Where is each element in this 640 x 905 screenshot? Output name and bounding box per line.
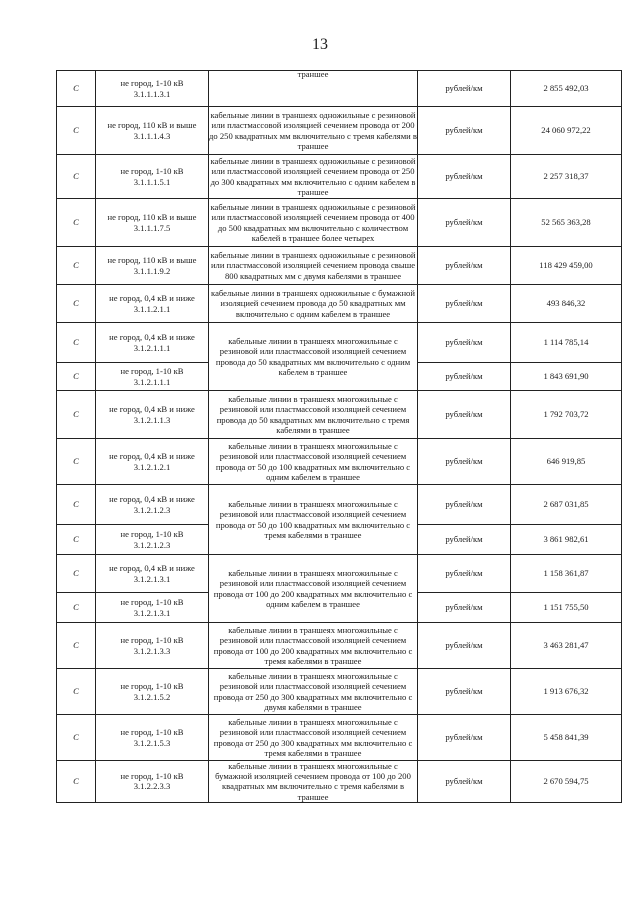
value-cell: 1 913 676,32 — [511, 669, 622, 715]
unit-cell: рублей/км — [418, 761, 511, 803]
description-cell — [209, 71, 418, 107]
value-cell: 3 861 982,61 — [511, 525, 622, 555]
row-symbol: С — [57, 285, 96, 323]
territory-cell — [96, 391, 209, 439]
unit-cell: рублей/км — [418, 593, 511, 623]
unit-cell: рублей/км — [418, 363, 511, 391]
territory-label: не город, 1-10 кВ — [120, 635, 184, 646]
territory-cell — [96, 593, 209, 623]
table-row — [57, 555, 622, 593]
description-cell: кабельные линии в траншеях одножильные с резиновой или пластмассовой изоляцией сечением провода от 250 до 300 квадратных мм включительно с одним кабелем в траншее — [210, 156, 416, 197]
value-cell: 118 429 459,00 — [511, 247, 622, 285]
item-code: 3.1.2.1.3.3 — [133, 645, 171, 656]
row-symbol: С — [57, 155, 96, 199]
unit-cell: рублей/км — [418, 323, 511, 363]
row-symbol: С — [57, 485, 96, 525]
value-cell: 2 687 031,85 — [511, 485, 622, 525]
page-number: 13 — [312, 36, 328, 53]
table-row — [57, 439, 622, 485]
unit-cell: рублей/км — [418, 285, 511, 323]
territory-label: не город, 0,4 кВ и ниже — [109, 332, 195, 343]
value-cell: 2 670 594,75 — [511, 761, 622, 803]
value-cell: 24 060 972,22 — [511, 107, 622, 155]
value-cell: 1 158 361,87 — [511, 555, 622, 593]
unit-cell: рублей/км — [418, 391, 511, 439]
territory-label: не город, 110 кВ и выше — [107, 212, 197, 223]
unit-cell: рублей/км — [418, 485, 511, 525]
item-code: 3.1.1.1.3.1 — [133, 88, 171, 99]
table-row — [57, 71, 622, 107]
territory-label: не город, 110 кВ и выше — [107, 120, 197, 131]
table-row — [57, 155, 622, 199]
value-cell: 493 846,32 — [511, 285, 622, 323]
territory-label: не город, 0,4 кВ и ниже — [109, 293, 195, 304]
territory-label: не город, 1-10 кВ — [120, 771, 184, 782]
value-cell: 1 151 755,50 — [511, 593, 622, 623]
territory-cell — [96, 761, 209, 803]
item-code: 3.1.2.1.3.1 — [133, 607, 171, 618]
value-cell: 1 114 785,14 — [511, 323, 622, 363]
item-code: 3.1.2.1.5.3 — [133, 737, 171, 748]
item-code: 3.1.1.1.4.3 — [133, 130, 171, 141]
table-row — [57, 199, 622, 247]
item-code: 3.1.2.1.1.3 — [133, 414, 171, 425]
territory-cell — [96, 555, 209, 593]
description-cell: кабельные линии в траншеях многожильные с резиновой или пластмассовой изоляцией сечением провода до 50 квадратных мм включительно с одним кабелем в траншее — [209, 323, 418, 391]
item-code: 3.1.1.1.9.2 — [133, 265, 171, 276]
value-cell: 5 458 841,39 — [511, 715, 622, 761]
description-text: траншее — [297, 69, 329, 79]
item-code: 3.1.2.1.2.1 — [133, 461, 171, 472]
territory-cell — [96, 71, 209, 107]
territory-label: не город, 0,4 кВ и ниже — [109, 404, 195, 415]
table-row — [57, 623, 622, 669]
unit-cell: рублей/км — [418, 71, 511, 107]
value-cell: 1 843 691,90 — [511, 363, 622, 391]
table-row — [57, 715, 622, 761]
table-row — [57, 323, 622, 363]
item-code: 3.1.1.1.7.5 — [133, 222, 171, 233]
row-symbol: С — [57, 439, 96, 485]
territory-cell — [96, 285, 209, 323]
row-symbol: С — [57, 391, 96, 439]
territory-label: не город, 0,4 кВ и ниже — [109, 451, 195, 462]
unit-cell: рублей/км — [418, 525, 511, 555]
description-cell: кабельные линии в траншеях одножильные с резиновой или пластмассовой изоляцией сечением провода от 200 до 250 квадратных мм включительно с тремя кабелями в траншее — [209, 107, 418, 155]
unit-cell: рублей/км — [418, 555, 511, 593]
territory-label: не город, 1-10 кВ — [120, 166, 184, 177]
item-code: 3.1.2.1.1.1 — [133, 376, 171, 387]
territory-cell — [96, 715, 209, 761]
territory-label: не город, 1-10 кВ — [120, 727, 184, 738]
item-code: 3.1.2.1.2.3 — [133, 504, 171, 515]
territory-label: не город, 0,4 кВ и ниже — [109, 563, 195, 574]
territory-label: не город, 1-10 кВ — [120, 529, 184, 540]
description-cell: кабельные линии в траншеях многожильные с бумажной изоляцией сечением провода от 100 до 200 квадратных мм включительно с тремя кабелями в траншее — [209, 761, 418, 803]
territory-label: не город, 1-10 кВ — [120, 681, 184, 692]
table-row — [57, 391, 622, 439]
description-cell: кабельные линии в траншеях многожильные с резиновой или пластмассовой изоляцией сечением провода от 250 до 300 квадратных мм включительно с тремя кабелями в траншее — [209, 715, 418, 761]
row-symbol: С — [57, 669, 96, 715]
row-symbol: С — [57, 71, 96, 107]
description-cell: кабельные линии в траншеях многожильные с резиновой или пластмассовой изоляцией сечением провода от 50 до 100 квадратных мм включительно с одним кабелем в траншее — [209, 439, 418, 485]
territory-label: не город, 1-10 кВ — [120, 78, 184, 89]
row-symbol: С — [57, 199, 96, 247]
table-row — [57, 669, 622, 715]
description-cell: кабельные линии в траншеях многожильные с резиновой или пластмассовой изоляцией сечением провода от 250 до 300 квадратных мм включительно с двумя кабелями в траншее — [209, 669, 418, 715]
value-cell: 1 792 703,72 — [511, 391, 622, 439]
item-code: 3.1.2.2.3.3 — [133, 781, 171, 792]
item-code: 3.1.1.1.5.1 — [133, 176, 171, 187]
table-row — [57, 247, 622, 285]
description-cell: кабельные линии в траншеях многожильные с резиновой или пластмассовой изоляцией сечением провода до 50 квадратных мм включительно с тремя кабелями в траншее — [209, 391, 418, 439]
unit-cell: рублей/км — [418, 623, 511, 669]
row-symbol: С — [57, 525, 96, 555]
table-row — [57, 285, 622, 323]
territory-cell — [96, 155, 209, 199]
row-symbol: С — [57, 555, 96, 593]
territory-label: не город, 1-10 кВ — [120, 366, 184, 377]
row-symbol: С — [57, 715, 96, 761]
territory-label: не город, 0,4 кВ и ниже — [109, 494, 195, 505]
value-cell: 2 855 492,03 — [511, 71, 622, 107]
table-row — [57, 485, 622, 525]
territory-cell — [96, 247, 209, 285]
territory-cell — [96, 525, 209, 555]
territory-cell — [96, 323, 209, 363]
value-cell: 52 565 363,28 — [511, 199, 622, 247]
unit-cell: рублей/км — [418, 199, 511, 247]
unit-cell: рублей/км — [418, 715, 511, 761]
item-code: 3.1.2.1.1.1 — [133, 342, 171, 353]
description-cell: кабельные линии в траншеях одножильные с бумажной изоляцией сечением провода до 50 квадратных мм включительно с одним кабелем в траншее — [209, 285, 418, 323]
value-cell: 3 463 281,47 — [511, 623, 622, 669]
territory-cell — [96, 623, 209, 669]
row-symbol: С — [57, 363, 96, 391]
territory-cell — [96, 199, 209, 247]
description-cell: кабельные линии в траншеях многожильные с резиновой или пластмассовой изоляцией сечением провода от 50 до 100 квадратных мм включительно с тремя кабелями в траншее — [209, 485, 418, 555]
territory-cell — [96, 363, 209, 391]
unit-cell: рублей/км — [418, 247, 511, 285]
row-symbol: С — [57, 761, 96, 803]
territory-label: не город, 110 кВ и выше — [107, 255, 197, 266]
row-symbol: С — [57, 623, 96, 669]
table-row — [57, 107, 622, 155]
value-cell: 646 919,85 — [511, 439, 622, 485]
row-symbol: С — [57, 593, 96, 623]
item-code: 3.1.2.1.3.1 — [133, 573, 171, 584]
unit-cell: рублей/км — [418, 439, 511, 485]
territory-cell — [96, 669, 209, 715]
unit-cell: рублей/км — [418, 669, 511, 715]
territory-label: не город, 1-10 кВ — [120, 597, 184, 608]
value-cell: 2 257 318,37 — [511, 155, 622, 199]
row-symbol: С — [57, 107, 96, 155]
tariff-table — [56, 70, 622, 803]
description-cell: кабельные линии в траншеях одножильные с резиновой или пластмассовой изоляцией сечением провода свыше 800 квадратных мм с двумя кабелями в траншее — [209, 247, 418, 285]
territory-cell — [96, 485, 209, 525]
row-symbol: С — [57, 323, 96, 363]
unit-cell: рублей/км — [418, 107, 511, 155]
description-cell: кабельные линии в траншеях одножильные с резиновой или пластмассовой изоляцией сечением провода от 400 до 500 квадратных мм включительно с количеством кабелей в траншее более четырех — [209, 199, 418, 247]
table-row — [57, 761, 622, 803]
description-cell: кабельные линии в траншеях многожильные с резиновой или пластмассовой изоляцией сечением провода от 100 до 200 квадратных мм включительно с одним кабелем в траншее — [209, 555, 418, 623]
item-code: 3.1.2.1.2.3 — [133, 539, 171, 550]
description-cell: кабельные линии в траншеях многожильные с резиновой или пластмассовой изоляцией сечением провода от 100 до 200 квадратных мм включительно с тремя кабелями в траншее — [209, 623, 418, 669]
unit-cell: рублей/км — [418, 155, 511, 199]
territory-cell — [96, 107, 209, 155]
territory-cell — [96, 439, 209, 485]
row-symbol: С — [57, 247, 96, 285]
item-code: 3.1.1.2.1.1 — [133, 303, 171, 314]
item-code: 3.1.2.1.5.2 — [133, 691, 171, 702]
